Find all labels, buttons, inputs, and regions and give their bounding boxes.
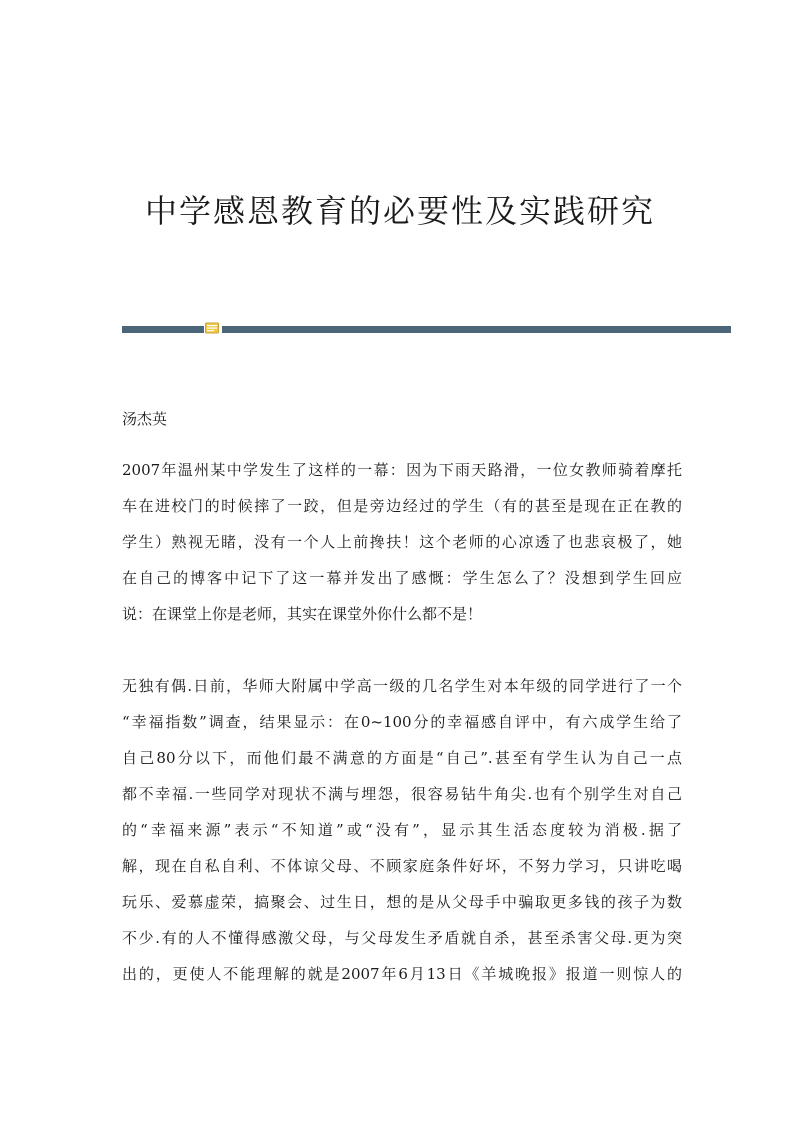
paragraph-line: 自己80分以下，而他们最不满意的方面是“自己”.甚至有学生认为自己一点 xyxy=(122,749,682,767)
paragraph-line: 说：在课堂上你是老师，其实在课堂外你什么都不是！ xyxy=(122,605,483,623)
paragraph-line: “幸福指数”调查，结果显示：在0~100分的幸福感自评中，有六成学生给了 xyxy=(122,713,682,731)
paragraph-line: 无独有偶.日前，华师大附属中学高一级的几名学生对本年级的同学进行了一个 xyxy=(122,677,682,695)
paragraph-line: 2007年温州某中学发生了这样的一幕：因为下雨天路滑，一位女教师骑着摩托 xyxy=(122,461,682,479)
paragraph-line: 不少.有的人不懂得感激父母，与父母发生矛盾就自杀，甚至杀害父母.更为突 xyxy=(122,929,682,947)
paragraph-line: 的“幸福来源”表示“不知道”或“没有”，显示其生活态度较为消极.据了 xyxy=(122,821,682,839)
page-title: 中学感恩教育的必要性及实践研究 xyxy=(144,192,655,230)
paragraph-line: 车在进校门的时候摔了一跤，但是旁边经过的学生（有的甚至是现在正在教的 xyxy=(122,497,682,515)
paragraph-line: 在自己的博客中记下了这一幕并发出了感慨：学生怎么了？没想到学生回应 xyxy=(122,569,682,587)
paragraph-line: 出的，更使人不能理解的就是2007年6月13日《羊城晚报》报道一则惊人的 xyxy=(122,965,682,983)
title-divider-right xyxy=(222,326,731,333)
paragraph-2 xyxy=(122,668,682,992)
paragraph-line: 玩乐、爱慕虚荣，搞聚会、过生日，想的是从父母手中骗取更多钱的孩子为数 xyxy=(122,893,682,911)
document-icon xyxy=(205,322,219,334)
paragraph-line: 解，现在自私自利、不体谅父母、不顾家庭条件好坏，不努力学习，只讲吃喝 xyxy=(122,857,682,875)
author-name: 汤杰英 xyxy=(122,410,168,428)
paragraph-1 xyxy=(122,452,682,632)
title-divider-left xyxy=(122,326,204,333)
paragraph-line: 都不幸福.一些同学对现状不满与埋怨，很容易钻牛角尖.也有个别学生对自己 xyxy=(122,785,682,803)
paragraph-line: 学生）熟视无睹，没有一个人上前搀扶！这个老师的心凉透了也悲哀极了，她 xyxy=(122,533,682,551)
